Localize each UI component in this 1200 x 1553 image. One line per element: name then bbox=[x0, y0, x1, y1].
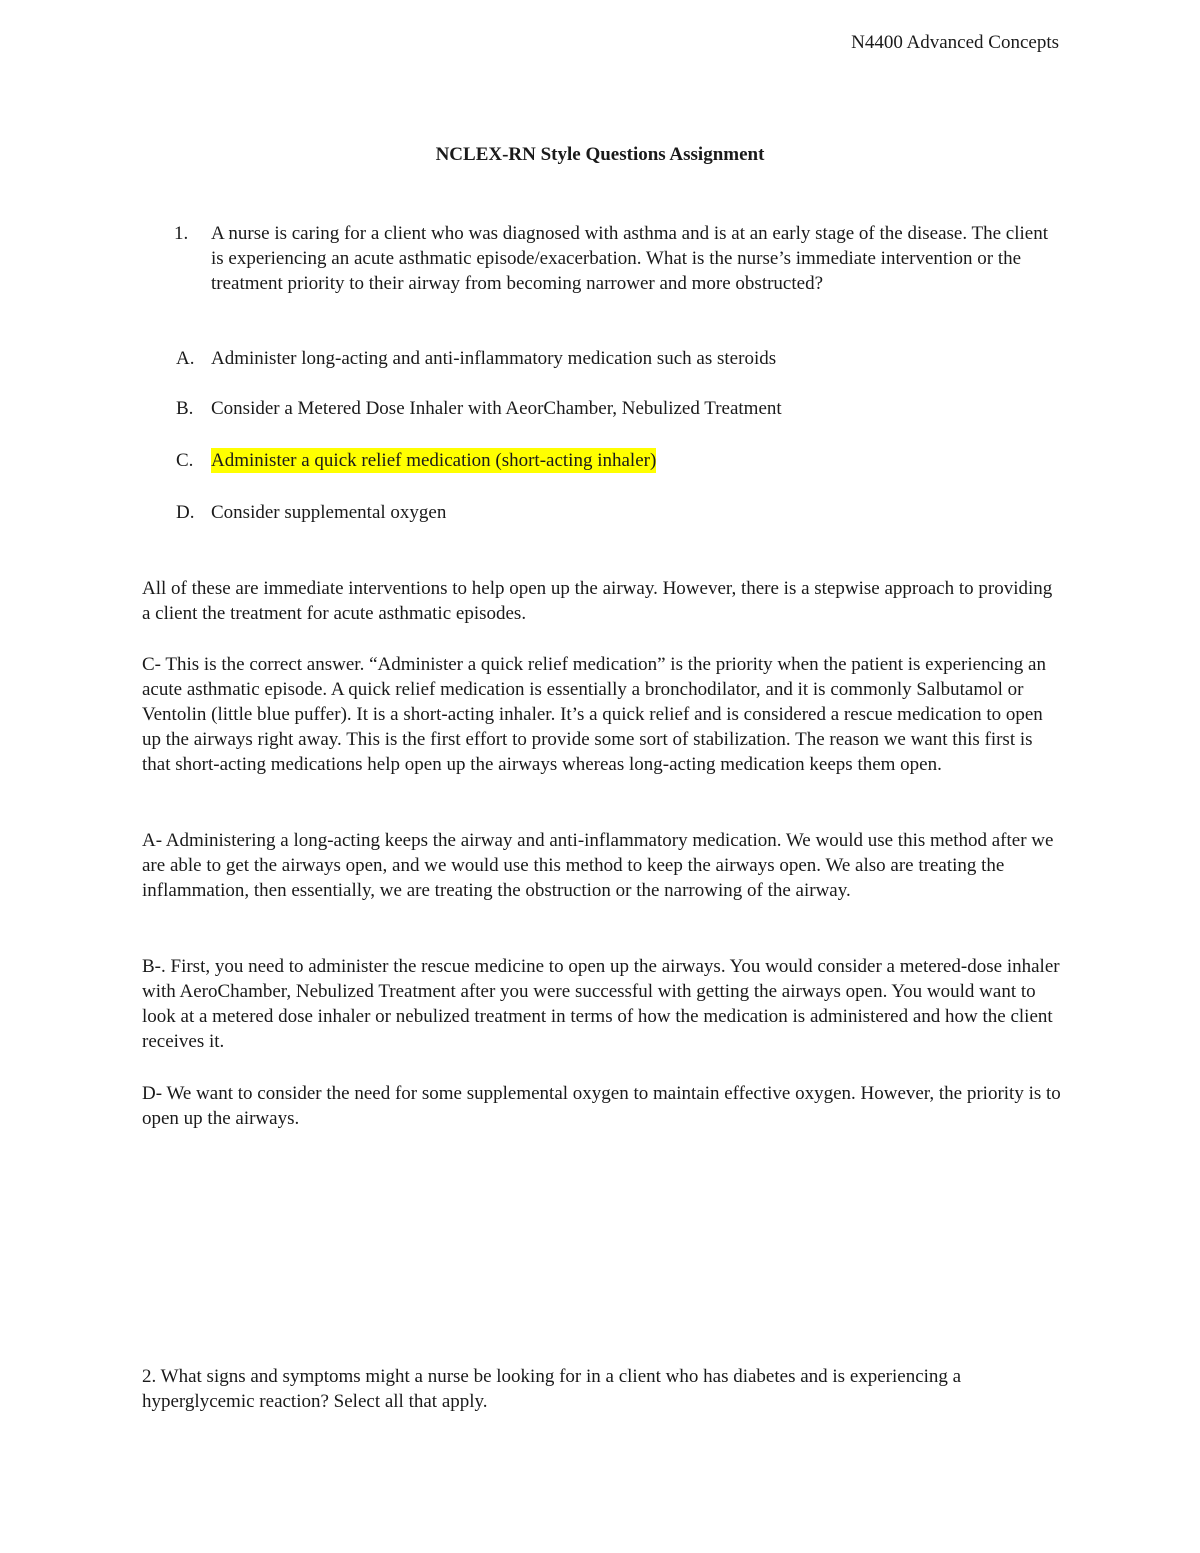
explanation-b: B-. First, you need to administer the rescue medicine to open up the airways. You would consider a metered-dose inhaler with AeroChamber, Nebulized Treatment after you were successful with getting the airways open. You would want to look at a metered dose inhaler or nebulized treatment in terms of how the medication is administered and how the client receives it. bbox=[142, 956, 1060, 1052]
option-text: Administer long-acting and anti-inflammatory medication such as steroids bbox=[211, 348, 777, 369]
option-letter: C. bbox=[176, 450, 194, 471]
option-letter: A. bbox=[176, 348, 195, 369]
option-letter: B. bbox=[176, 398, 194, 419]
explanation-a: A- Administering a long-acting keeps the airway and anti-inflammatory medication. We would use this method after we are able to get the airways open, and we would use this method to keep the airways open. We also are treating the inflammation, then essentially, we are treating the obstruction or the narrowing of the airway. bbox=[142, 830, 1054, 901]
option-letter: D. bbox=[176, 502, 195, 523]
option-text-highlighted: Administer a quick relief medication (short-acting inhaler) bbox=[211, 450, 657, 471]
option-text: Consider supplemental oxygen bbox=[211, 502, 447, 523]
question-2: 2. What signs and symptoms might a nurse be looking for in a client who has diabetes and is experiencing a hyperglycemic reaction? Select all that apply. bbox=[142, 1366, 962, 1412]
option-d bbox=[142, 500, 1062, 525]
option-c bbox=[142, 448, 1062, 473]
question-text: A nurse is caring for a client who was diagnosed with asthma and is at an early stage of the disease. The client is experiencing an acute asthmatic episode/exacerbation. What is the nurse’s immediate intervention or the treatment priority to their airway from becoming narrower and more obstructed? bbox=[211, 223, 1048, 294]
option-b bbox=[142, 396, 1062, 421]
page-header: N4400 Advanced Concepts bbox=[851, 32, 1059, 53]
explanation-d: D- We want to consider the need for some supplemental oxygen to maintain effective oxygen. However, the priority is to open up the airways. bbox=[142, 1083, 1061, 1129]
option-a bbox=[142, 346, 1062, 371]
explanation-intro: All of these are immediate interventions to help open up the airway. However, there is a stepwise approach to providing a client the treatment for acute asthmatic episodes. bbox=[142, 578, 1053, 624]
document-title: NCLEX-RN Style Questions Assignment bbox=[435, 144, 765, 165]
explanation-c: C- This is the correct answer. “Administer a quick relief medication” is the priority when the patient is experiencing an acute asthmatic episode. A quick relief medication is essentially a bronchodilator, and it is commonly Salbutamol or Ventolin (little blue puffer). It is a short-acting inhaler. It’s a quick relief and is considered a rescue medication to open up the airways right away. This is the first effort to provide some sort of stabilization. The reason we want this first is that short-acting medications help open up the airways whereas long-acting medication keeps them open. bbox=[142, 654, 1046, 775]
question-number: 1. bbox=[174, 223, 189, 244]
option-text: Consider a Metered Dose Inhaler with AeorChamber, Nebulized Treatment bbox=[211, 398, 782, 419]
